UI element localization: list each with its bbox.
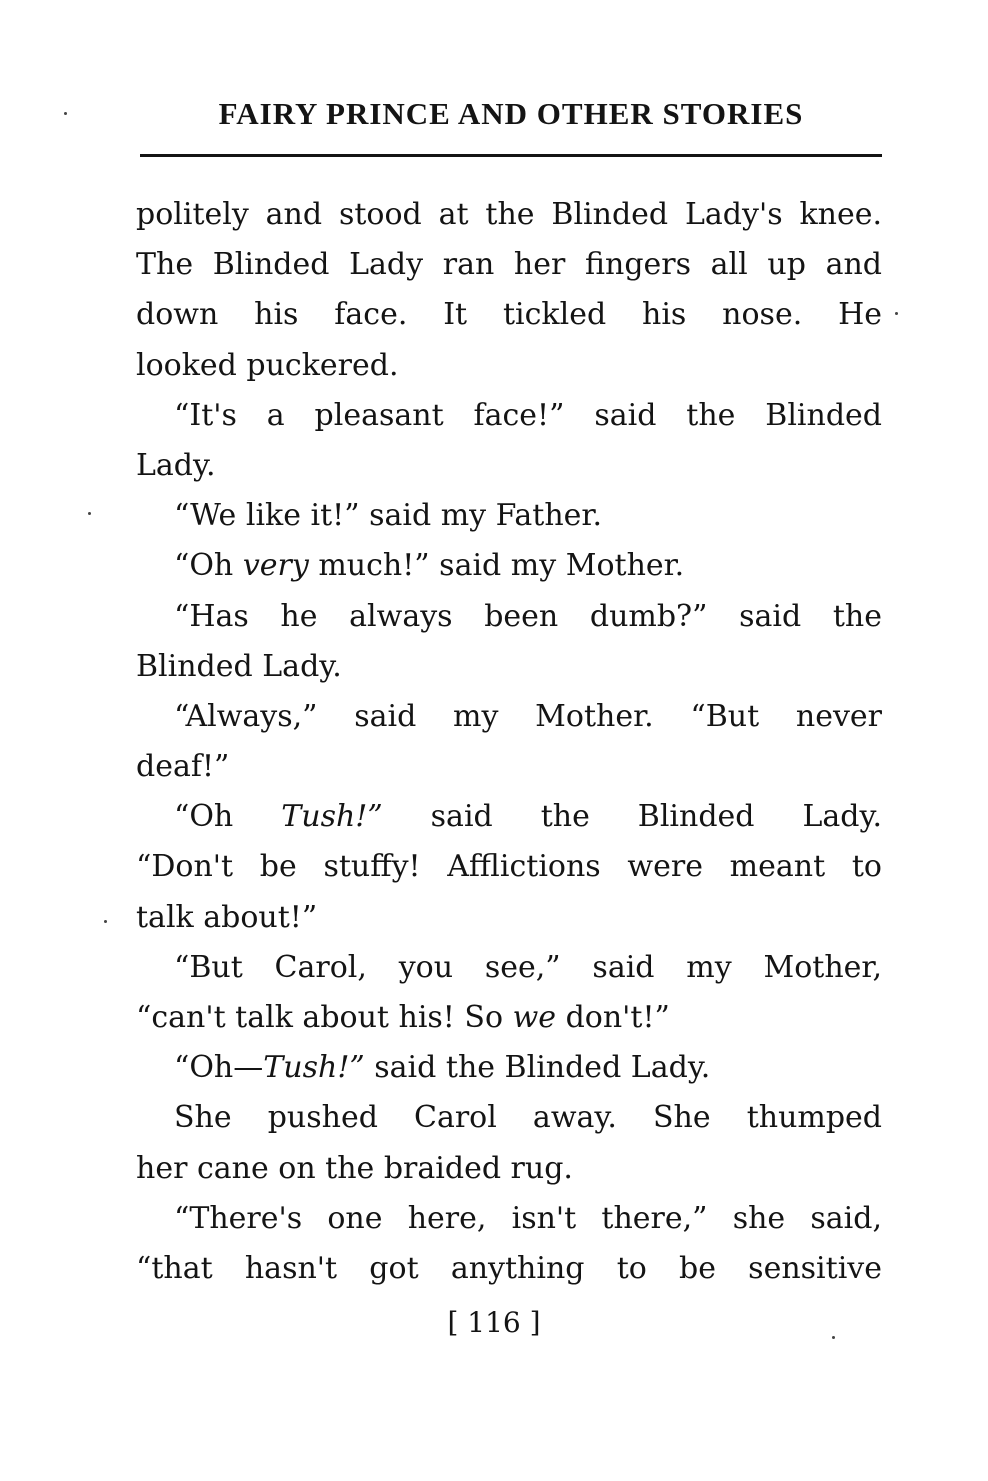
text-line — [136, 792, 882, 842]
text-segment: “Oh — [174, 799, 234, 835]
text-line: The Blinded Lady ran her fingers all up and — [136, 247, 882, 283]
text-line: “It's a pleasant face!” said the Blinded — [174, 397, 882, 433]
scan-speck — [832, 1336, 835, 1339]
text-line: Lady. — [136, 447, 216, 483]
text-line: She pushed Carol away. She thumped — [174, 1100, 882, 1136]
text-line: “Has he always been dumb?” said the — [174, 598, 882, 634]
text-segment: “can't talk about his! So — [136, 1000, 504, 1035]
italic-text: we — [512, 1000, 557, 1035]
italic-text: Tush!” — [281, 799, 383, 835]
scan-speck — [88, 512, 91, 515]
text-line: “Always,” said my Mother. “But never — [174, 698, 882, 734]
header-rule — [140, 154, 882, 157]
scan-speck — [104, 920, 107, 923]
italic-text: very — [242, 548, 309, 584]
text-segment: “Oh — [174, 548, 234, 584]
text-line: talk about!” — [136, 899, 318, 935]
page-body — [136, 190, 882, 1294]
text-segment: “Oh— — [174, 1050, 264, 1086]
running-header: FAIRY PRINCE AND OTHER STORIES — [218, 96, 804, 131]
text-segment: much!” said my Mother. — [318, 548, 685, 584]
text-line: politely and stood at the Blinded Lady's knee. — [136, 197, 882, 232]
page-number: [ 116 ] — [447, 1306, 541, 1339]
text-line: down his face. It tickled his nose. He — [136, 297, 882, 333]
scan-speck — [895, 312, 898, 315]
text-line — [136, 1043, 882, 1093]
text-line: deaf!” — [136, 749, 230, 785]
text-line: Blinded Lady. — [136, 648, 342, 684]
text-line: “that hasn't got anything to be sensitive — [136, 1250, 882, 1286]
italic-text: Tush!” — [263, 1050, 365, 1086]
text-line: her cane on the braided rug. — [136, 1150, 573, 1186]
text-segment: don't!” — [565, 1000, 670, 1035]
text-segment: said the Blinded Lady. — [430, 799, 882, 835]
text-line: “But Carol, you see,” said my Mother, — [174, 949, 882, 985]
text-line: “Don't be stuffy! Afflictions were meant to — [136, 849, 882, 885]
text-line — [136, 993, 882, 1043]
text-line — [136, 541, 882, 591]
text-line: looked puckered. — [136, 347, 399, 383]
text-segment: said the Blinded Lady. — [374, 1050, 711, 1086]
scan-speck — [64, 112, 67, 115]
text-line: “We like it!” said my Father. — [174, 498, 603, 534]
text-line: “There's one here, isn't there,” she said, — [174, 1200, 882, 1236]
